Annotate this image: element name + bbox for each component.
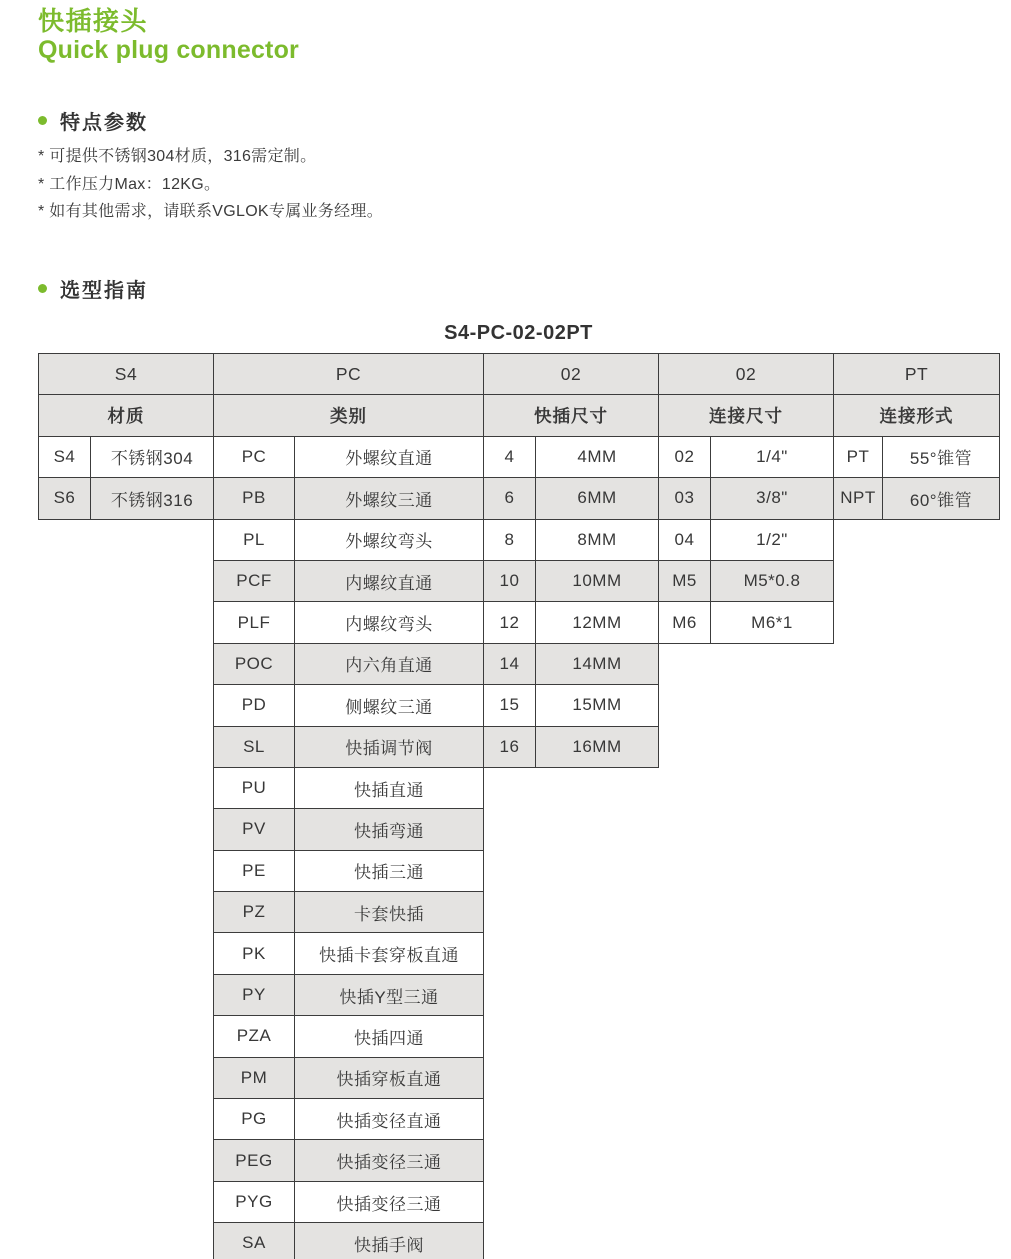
empty-cell xyxy=(659,685,834,726)
category-code-cell: POC xyxy=(214,643,295,684)
header-label-material: 材质 xyxy=(39,395,214,436)
header-code-connection-size: 02 xyxy=(659,354,834,395)
empty-cell xyxy=(484,1181,659,1222)
empty-cell xyxy=(659,1099,834,1140)
table-header-label-row xyxy=(39,395,1000,436)
material-code-cell: S6 xyxy=(39,478,91,519)
category-code-cell: PE xyxy=(214,850,295,891)
table-row xyxy=(39,933,1000,974)
empty-cell xyxy=(659,974,834,1015)
category-code-cell: PLF xyxy=(214,602,295,643)
empty-cell xyxy=(834,1181,1000,1222)
selection-table-body xyxy=(39,436,1000,1259)
empty-cell xyxy=(39,1099,214,1140)
table-row xyxy=(39,685,1000,726)
plug-size-code-cell: 14 xyxy=(484,643,536,684)
material-code-cell: S4 xyxy=(39,436,91,477)
plug-size-code-cell: 16 xyxy=(484,726,536,767)
category-code-cell: PY xyxy=(214,974,295,1015)
empty-cell xyxy=(834,1057,1000,1098)
empty-cell xyxy=(39,602,214,643)
empty-cell xyxy=(834,974,1000,1015)
empty-cell xyxy=(39,643,214,684)
plug-size-desc-cell: 14MM xyxy=(536,643,659,684)
connection-form-desc-cell: 60°锥管 xyxy=(883,478,1000,519)
empty-cell xyxy=(834,643,1000,684)
category-code-cell: SL xyxy=(214,726,295,767)
empty-cell xyxy=(39,685,214,726)
header-label-connection-form: 连接形式 xyxy=(834,395,1000,436)
category-desc-cell: 快插弯通 xyxy=(295,809,484,850)
example-order-code: S4-PC-02-02PT xyxy=(444,322,593,344)
category-code-cell: PYG xyxy=(214,1181,295,1222)
category-desc-cell: 快插穿板直通 xyxy=(295,1057,484,1098)
empty-cell xyxy=(484,974,659,1015)
empty-cell xyxy=(834,519,1000,560)
category-desc-cell: 内螺纹弯头 xyxy=(295,602,484,643)
connection-size-code-cell: 02 xyxy=(659,436,711,477)
empty-cell xyxy=(39,560,214,601)
plug-size-code-cell: 12 xyxy=(484,602,536,643)
empty-cell xyxy=(39,850,214,891)
empty-cell xyxy=(834,726,1000,767)
empty-cell xyxy=(484,1140,659,1181)
table-row xyxy=(39,519,1000,560)
empty-cell xyxy=(39,892,214,933)
connection-size-desc-cell: 1/4" xyxy=(711,436,834,477)
category-desc-cell: 快插四通 xyxy=(295,1016,484,1057)
empty-cell xyxy=(484,1057,659,1098)
feature-note: * 如有其他需求，请联系VGLOK专属业务经理。 xyxy=(38,203,384,220)
plug-size-desc-cell: 12MM xyxy=(536,602,659,643)
category-desc-cell: 快插手阀 xyxy=(295,1223,484,1259)
table-row xyxy=(39,1223,1000,1259)
connection-size-desc-cell: M5*0.8 xyxy=(711,560,834,601)
empty-cell xyxy=(484,1099,659,1140)
category-code-cell: PG xyxy=(214,1099,295,1140)
connection-size-code-cell: M5 xyxy=(659,560,711,601)
section-heading-features xyxy=(38,106,148,135)
connection-size-code-cell: M6 xyxy=(659,602,711,643)
category-desc-cell: 快插变径三通 xyxy=(295,1181,484,1222)
empty-cell xyxy=(834,767,1000,808)
table-row xyxy=(39,1016,1000,1057)
empty-cell xyxy=(659,1057,834,1098)
selection-table xyxy=(38,353,1000,1259)
section-heading-selection-label: 选型指南 xyxy=(60,280,148,302)
empty-cell xyxy=(659,767,834,808)
empty-cell xyxy=(39,767,214,808)
empty-cell xyxy=(39,1140,214,1181)
table-row xyxy=(39,767,1000,808)
empty-cell xyxy=(39,933,214,974)
category-desc-cell: 侧螺纹三通 xyxy=(295,685,484,726)
empty-cell xyxy=(39,1181,214,1222)
table-row xyxy=(39,436,1000,477)
page-title-chinese: 快插接头 xyxy=(38,6,149,36)
category-code-cell: PCF xyxy=(214,560,295,601)
empty-cell xyxy=(659,1223,834,1259)
table-row xyxy=(39,1057,1000,1098)
empty-cell xyxy=(659,726,834,767)
table-row xyxy=(39,974,1000,1015)
category-code-cell: PC xyxy=(214,436,295,477)
empty-cell xyxy=(39,519,214,560)
empty-cell xyxy=(484,892,659,933)
empty-cell xyxy=(484,809,659,850)
plug-size-code-cell: 8 xyxy=(484,519,536,560)
category-desc-cell: 外螺纹直通 xyxy=(295,436,484,477)
page-title xyxy=(38,6,299,64)
category-code-cell: PK xyxy=(214,933,295,974)
plug-size-desc-cell: 15MM xyxy=(536,685,659,726)
header-code-material: S4 xyxy=(39,354,214,395)
header-code-connection-form: PT xyxy=(834,354,1000,395)
connection-form-code-cell: NPT xyxy=(834,478,883,519)
connection-size-desc-cell: 1/2" xyxy=(711,519,834,560)
table-row xyxy=(39,1181,1000,1222)
empty-cell xyxy=(659,933,834,974)
category-desc-cell: 快插直通 xyxy=(295,767,484,808)
table-row xyxy=(39,478,1000,519)
feature-note: * 可提供不锈钢304材质，316需定制。 xyxy=(38,148,317,165)
empty-cell xyxy=(834,850,1000,891)
table-row xyxy=(39,602,1000,643)
plug-size-desc-cell: 6MM xyxy=(536,478,659,519)
table-row xyxy=(39,809,1000,850)
empty-cell xyxy=(834,933,1000,974)
bullet-icon xyxy=(38,116,47,125)
category-code-cell: PD xyxy=(214,685,295,726)
category-desc-cell: 快插卡套穿板直通 xyxy=(295,933,484,974)
table-row xyxy=(39,1099,1000,1140)
empty-cell xyxy=(659,1181,834,1222)
category-code-cell: PL xyxy=(214,519,295,560)
empty-cell xyxy=(659,1016,834,1057)
section-heading-selection xyxy=(38,274,148,303)
connection-size-code-cell: 04 xyxy=(659,519,711,560)
category-code-cell: PV xyxy=(214,809,295,850)
category-code-cell: PZA xyxy=(214,1016,295,1057)
table-row xyxy=(39,560,1000,601)
empty-cell xyxy=(659,892,834,933)
header-code-category: PC xyxy=(214,354,484,395)
category-code-cell: PZ xyxy=(214,892,295,933)
connection-size-desc-cell: 3/8" xyxy=(711,478,834,519)
empty-cell xyxy=(659,850,834,891)
empty-cell xyxy=(39,1016,214,1057)
plug-size-desc-cell: 8MM xyxy=(536,519,659,560)
plug-size-desc-cell: 10MM xyxy=(536,560,659,601)
connection-size-desc-cell: M6*1 xyxy=(711,602,834,643)
empty-cell xyxy=(39,1057,214,1098)
category-desc-cell: 卡套快插 xyxy=(295,892,484,933)
plug-size-desc-cell: 4MM xyxy=(536,436,659,477)
empty-cell xyxy=(834,685,1000,726)
empty-cell xyxy=(834,560,1000,601)
empty-cell xyxy=(484,1016,659,1057)
page-title-english: Quick plug connector xyxy=(38,35,299,64)
connection-size-code-cell: 03 xyxy=(659,478,711,519)
empty-cell xyxy=(834,809,1000,850)
empty-cell xyxy=(484,767,659,808)
empty-cell xyxy=(834,1140,1000,1181)
feature-note: * 工作压力Max：12KG。 xyxy=(38,175,221,193)
connection-form-desc-cell: 55°锥管 xyxy=(883,436,1000,477)
category-code-cell: PB xyxy=(214,478,295,519)
section-heading-features-label: 特点参数 xyxy=(60,112,148,134)
empty-cell xyxy=(484,850,659,891)
category-code-cell: PM xyxy=(214,1057,295,1098)
empty-cell xyxy=(834,1099,1000,1140)
table-row xyxy=(39,1140,1000,1181)
empty-cell xyxy=(834,602,1000,643)
category-code-cell: PEG xyxy=(214,1140,295,1181)
category-desc-cell: 外螺纹三通 xyxy=(295,478,484,519)
material-desc-cell: 不锈钢304 xyxy=(91,436,214,477)
empty-cell xyxy=(659,809,834,850)
category-desc-cell: 快插调节阀 xyxy=(295,726,484,767)
empty-cell xyxy=(659,1140,834,1181)
category-code-cell: SA xyxy=(214,1223,295,1259)
plug-size-desc-cell: 16MM xyxy=(536,726,659,767)
table-row xyxy=(39,643,1000,684)
table-row xyxy=(39,850,1000,891)
empty-cell xyxy=(659,643,834,684)
header-label-category: 类别 xyxy=(214,395,484,436)
table-row xyxy=(39,726,1000,767)
empty-cell xyxy=(39,726,214,767)
table-row xyxy=(39,892,1000,933)
bullet-icon xyxy=(38,284,47,293)
category-desc-cell: 外螺纹弯头 xyxy=(295,519,484,560)
empty-cell xyxy=(834,1223,1000,1259)
category-desc-cell: 快插变径三通 xyxy=(295,1140,484,1181)
category-desc-cell: 快插三通 xyxy=(295,850,484,891)
empty-cell xyxy=(39,1223,214,1259)
table-header-code-row xyxy=(39,354,1000,395)
empty-cell xyxy=(484,933,659,974)
category-desc-cell: 快插Y型三通 xyxy=(295,974,484,1015)
plug-size-code-cell: 4 xyxy=(484,436,536,477)
plug-size-code-cell: 15 xyxy=(484,685,536,726)
category-code-cell: PU xyxy=(214,767,295,808)
header-label-plug-size: 快插尺寸 xyxy=(484,395,659,436)
category-desc-cell: 内螺纹直通 xyxy=(295,560,484,601)
empty-cell xyxy=(484,1223,659,1259)
empty-cell xyxy=(834,892,1000,933)
plug-size-code-cell: 10 xyxy=(484,560,536,601)
category-desc-cell: 内六角直通 xyxy=(295,643,484,684)
empty-cell xyxy=(39,809,214,850)
header-label-connection-size: 连接尺寸 xyxy=(659,395,834,436)
category-desc-cell: 快插变径直通 xyxy=(295,1099,484,1140)
empty-cell xyxy=(834,1016,1000,1057)
plug-size-code-cell: 6 xyxy=(484,478,536,519)
empty-cell xyxy=(39,974,214,1015)
feature-notes xyxy=(38,143,383,226)
connection-form-code-cell: PT xyxy=(834,436,883,477)
header-code-plug-size: 02 xyxy=(484,354,659,395)
material-desc-cell: 不锈钢316 xyxy=(91,478,214,519)
